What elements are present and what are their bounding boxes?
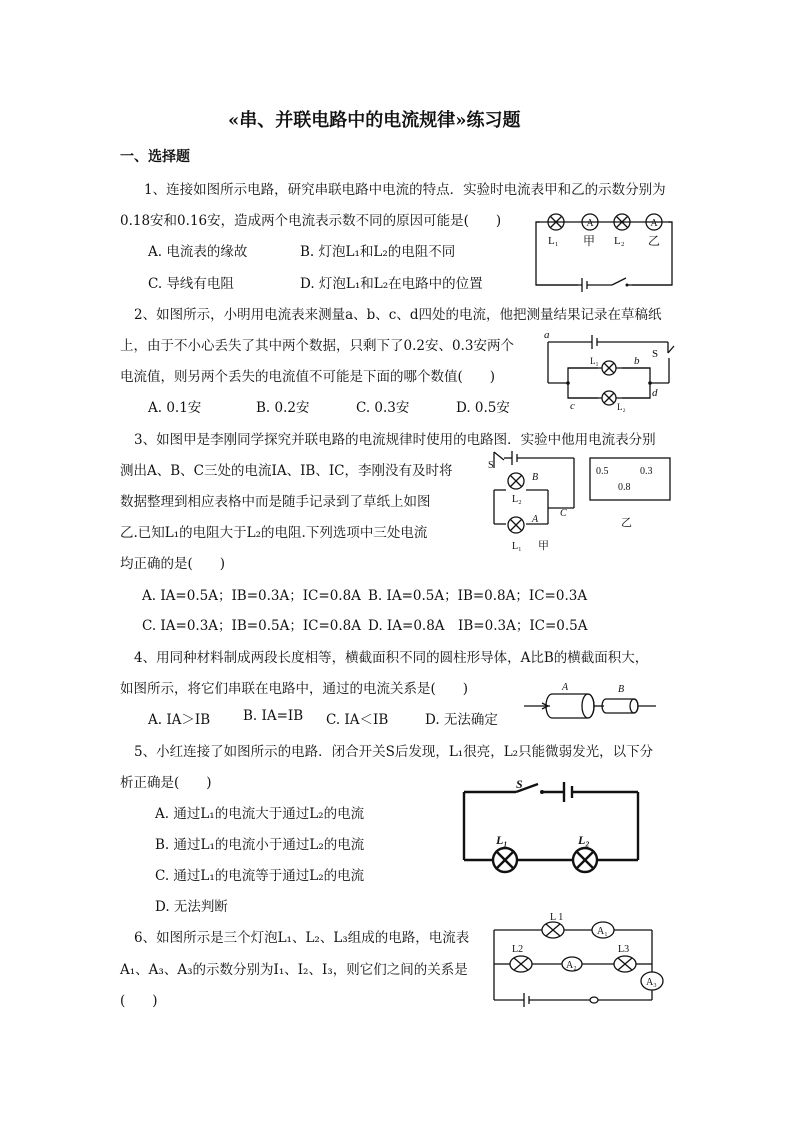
q1-ammeter-jia-label: A [586,218,594,229]
q3-lamp-l2-icon [508,473,524,489]
q2-fig-b: b [634,355,640,367]
q4-option-c: C. IA＜IB [326,712,389,728]
q3-fig-c: C [560,508,567,519]
q2-option-c: C. 0.3安 [356,400,410,416]
q3-option-c: C. IA=0.3A；IB=0.5A；IC=0.8A [142,618,362,634]
q4-stem-line2: 如图所示，将它们串联在电路中，通过的电流关系是( ) [120,681,469,697]
q3-stem-line2: 测出A、B、C三处的电流IA、IB、IC，李刚没有及时将 [120,463,453,479]
q2-circuit-figure [540,330,680,410]
q5-fig-s: S [516,777,523,791]
q3-fig-a: A [532,514,539,525]
q5-circuit-figure [460,778,645,866]
q5-fig-l2: L₂ [578,833,590,847]
q5-stem-line2: 析正确是( ) [120,775,212,791]
q1-ammeter-yi-label: A [650,218,658,229]
q3-fig-l1: L₁ [512,541,522,552]
q3-stem-line3: 数据整理到相应表格中而是随手记录到了草纸上如图 [120,494,431,510]
q2-option-a: A. 0.1安 [148,400,202,416]
q2-fig-s: S [652,348,659,360]
q6-circuit-figure [484,912,674,1007]
q3-option-a: A. IA=0.5A；IB=0.3A；IC=0.8A [142,588,361,604]
q4-option-b: B. IA=IB [243,708,304,724]
q1-fig-yi: 乙 [648,234,661,248]
q3-fig-yi: 乙 [621,517,632,529]
q4-fig-b: B [618,684,625,695]
q2-fig-l1: L₁ [590,356,599,366]
q6-lamp-l3-icon [614,956,636,972]
q1-stem-line1: 1、连接如图所示电路，研究串联电路中电流的特点．实验时电流表甲和乙的示数分别为 [144,182,666,198]
q1-fig-l1: L₁ [548,235,559,247]
q2-fig-l2: L₂ [617,402,626,412]
q1-option-c: C. 导线有电阻 [148,276,234,292]
q5-option-d: D. 无法判断 [155,899,228,915]
section-heading: 一、选择题 [120,149,190,165]
q3-lamp-l1-icon [508,517,524,533]
q1-fig-jia: 甲 [583,234,596,248]
q6-fig-a2: A₂ [566,960,577,971]
q2-stem-line2: 上，由于不小心丢失了其中两个数据，只剩下了0.2安、0.3安两个 [120,338,514,354]
q5-option-c: C. 通过L₁的电流等于通过L₂的电流 [155,868,365,884]
q1-circuit-figure [530,210,680,290]
q3-fig-l2: L₂ [512,494,522,505]
q6-fig-a3: A₃ [646,977,657,988]
q3-fig-b: B [532,472,539,483]
q6-fig-a1: A₁ [597,926,608,937]
q6-stem-line2: A₁、A₃、A₃的示数分别为I₁、I₂、I₃，则它们之间的关系是 [120,962,468,978]
page-title: «串、并联电路中的电流规律»练习题 [228,110,521,131]
q4-option-d: D. 无法确定 [425,712,498,728]
q5-fig-l1: L₁ [496,833,508,847]
q4-fig-a: A [562,682,569,693]
q2-stem-line3: 电流值，则另两个丢失的电流值不可能是下面的哪个数值( ) [120,369,496,385]
q3-circuit-figure [482,446,682,556]
q6-stem-line3: ( ) [120,993,158,1009]
q6-lamp-l1-icon [542,922,564,938]
q5-option-b: B. 通过L₁的电流小于通过L₂的电流 [155,837,365,853]
q3-fig-v1: 0.5 [596,466,609,477]
q6-lamp-l2-icon [510,956,532,972]
q3-fig-jia: 甲 [538,540,549,552]
q3-scratch-paper [590,458,670,500]
q6-stem-line1: 6、如图所示是三个灯泡L₁、L₂、L₃组成的电路，电流表 [134,930,470,946]
q3-option-d: D. IA=0.8A IB=0.3A；IC=0.5A [368,618,588,634]
q3-stem-line5: 均正确的是( ) [120,556,226,572]
q3-stem-line1: 3、如图甲是李刚同学探究并联电路的电流规律时使用的电路图．实验中他用电流表分别 [134,432,656,448]
q1-option-b: B. 灯泡L₁和L₂的电阻不同 [300,244,456,260]
q4-stem-line1: 4、用同种材料制成两段长度相等，横截面积不同的圆柱形导体，A比B的横截面积大， [134,650,649,666]
q2-fig-d: d [652,387,658,399]
q2-fig-a: a [544,329,550,341]
q5-lamp-l1-icon [493,848,517,872]
q1-fig-l2: L₂ [614,235,625,247]
q3-fig-v3: 0.8 [618,482,631,493]
q2-option-b: B. 0.2安 [256,400,310,416]
q5-stem-line1: 5、小红连接了如图所示的电路．闭合开关S后发现，L₁很亮，L₂只能微弱发光，以下分 [134,744,654,760]
q6-fig-l1: L 1 [550,912,564,923]
q1-option-a: A. 电流表的缘故 [148,244,248,260]
q3-fig-s: S [488,460,494,471]
q3-stem-line4: 乙.已知L₁的电阻大于L₂的电阻.下列选项中三处电流 [120,525,428,541]
q5-option-a: A. 通过L₁的电流大于通过L₂的电流 [155,806,365,822]
q3-fig-v2: 0.3 [640,466,653,477]
q2-stem-line1: 2、如图所示，小明用电流表来测量a、b、c、d四处的电流，他把测量结果记录在草稿纸 [134,307,662,323]
q1-option-d: D. 灯泡L₁和L₂在电路中的位置 [300,276,483,292]
q4-option-a: A. IA＞IB [148,712,211,728]
q6-fig-l3: L3 [618,944,630,955]
q5-lamp-l2-icon [573,848,597,872]
q6-fig-l2: L2 [512,944,524,955]
q2-option-d: D. 0.5安 [456,400,510,416]
q3-option-b: B. IA=0.5A；IB=0.8A；IC=0.3A [368,588,588,604]
q4-conductor-figure [520,680,660,730]
q1-stem-line2: 0.18安和0.16安，造成两个电流表示数不同的原因可能是( ) [120,213,502,229]
q2-fig-c: c [570,400,575,412]
